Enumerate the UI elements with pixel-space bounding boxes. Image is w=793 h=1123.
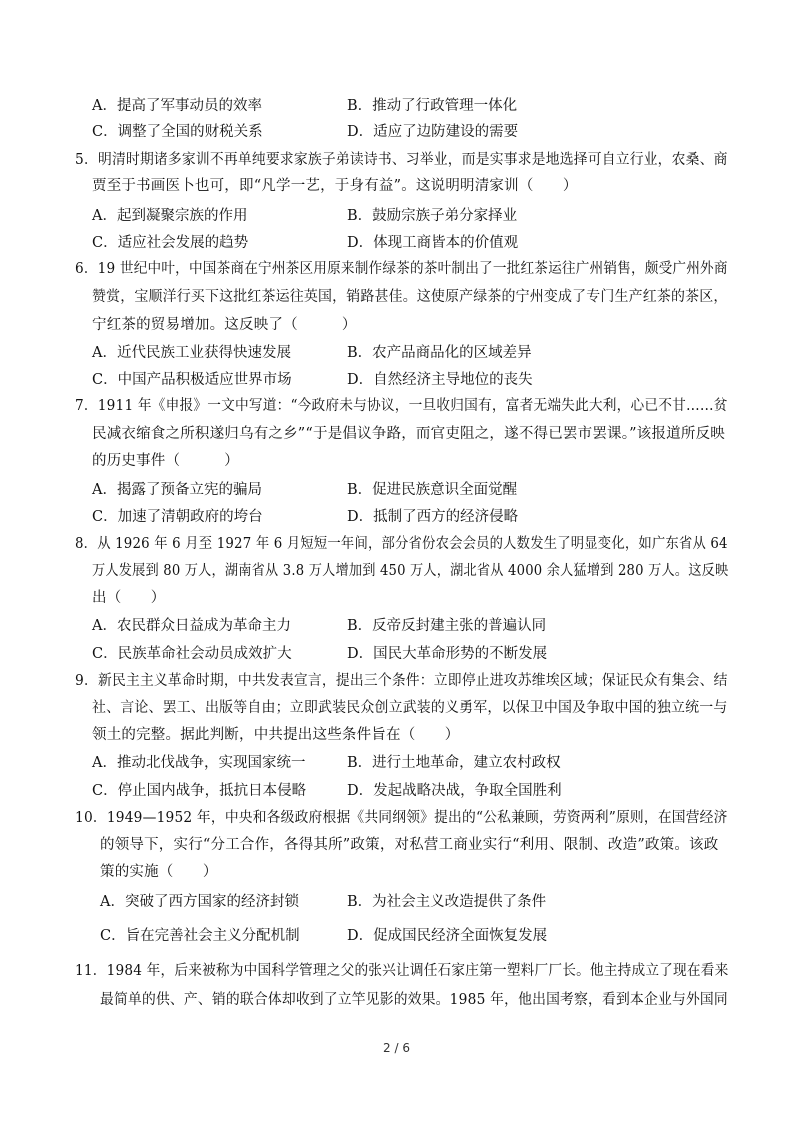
q10-stem-line-2: 的领导下，实行“分工合作，各得其所”政策，对私营工商业实行“利用、限制、改造”政策。该政 (100, 837, 719, 853)
q10-stem-line-3: 策的实施（ ） (100, 864, 218, 880)
q7-option-c: C．加速了清朝政府的垮台 (92, 509, 263, 525)
q8-option-c: C．民族革命社会动员成效扩大 (92, 646, 292, 662)
q6-option-c: C．中国产品积极适应世界市场 (92, 372, 292, 388)
q11-stem-line-1: 11．1984 年，后来被称为中国科学管理之父的张兴让调任石家庄第一塑料厂厂长。他主持成立了现在看来 (75, 963, 729, 979)
q6-option-d: D．自然经济主导地位的丧失 (347, 372, 533, 388)
q5-stem-line-2: 贾至于书画医卜也可，即“凡学一艺，于身有益”。这说明明清家训（ ） (92, 178, 578, 194)
q9-option-d: D．发起战略决战，争取全国胜利 (347, 783, 562, 799)
q5-option-d: D．体现工商皆本的价值观 (347, 235, 519, 251)
q7-stem-line-3: 的历史事件（ ） (92, 453, 239, 469)
q10-option-b: B．为社会主义改造提供了条件 (347, 894, 547, 910)
q9-option-a: A．推动北伐战争，实现国家统一 (92, 755, 306, 771)
q8-stem-line-1: 8．从 1926 年 6 月至 1927 年 6 月短短一年间，部分省份农会会员的人数发生了明显变化，如广东省从 64 (75, 536, 728, 552)
q5-option-c: C．适应社会发展的趋势 (92, 235, 249, 251)
q6-option-b: B．农产品商品化的区域差异 (347, 345, 532, 361)
q8-stem-line-2: 万人发展到 80 万人，湖南省从 3.8 万人增加到 450 万人，湖北省从 4000 余人猛增到 280 万人。这反映 (92, 563, 729, 579)
q7-option-a: A．揭露了预备立宪的骗局 (92, 482, 262, 498)
q8-option-d: D．国民大革命形势的不断发展 (347, 646, 548, 662)
q4-option-a: A．提高了军事动员的效率 (92, 98, 262, 114)
q6-stem-line-3: 宁红茶的贸易增加。这反映了（ ） (92, 317, 357, 333)
q7-stem-line-2: 民减衣缩食之所积遂归乌有之乡”“于是倡议争路，而官吏阻之，遂不得已罢市罢课。”该报道所反映 (92, 426, 725, 442)
q10-option-c: C．旨在完善社会主义分配机制 (100, 928, 300, 944)
q11-stem-line-2: 最简单的供、产、销的联合体却收到了立竿见影的效果。1985 年，他出国考察，看到本企业与外国同 (100, 992, 728, 1008)
q8-option-a: A．农民群众日益成为革命主力 (92, 618, 291, 634)
q5-option-b: B．鼓励宗族子弟分家择业 (347, 208, 518, 224)
q4-option-d: D．适应了边防建设的需要 (347, 124, 519, 140)
q9-stem-line-1: 9．新民主主义革命时期，中共发表宣言，提出三个条件：立即停止进攻苏维埃区域；保证民众有集会、结 (75, 673, 728, 689)
q6-stem-line-2: 赞赏，宝顺洋行买下这批红茶运往英国，销路甚佳。这使原产绿茶的宁州变成了专门生产红茶的茶区， (92, 289, 728, 305)
q7-stem-line-1: 7．1911 年《申报》一文中写道：“今政府未与协议，一旦收归国有，富者无端失此大利，心已不甘……贫 (75, 398, 728, 414)
q10-option-a: A．突破了西方国家的经济封锁 (100, 894, 299, 910)
q8-option-b: B．反帝反封建主张的普遍认同 (347, 618, 547, 634)
q7-option-d: D．抵制了西方的经济侵略 (347, 509, 519, 525)
q5-stem-line-1: 5．明清时期诸多家训不再单纯要求家族子弟读诗书、习举业，而是实事求是地选择可自立行业，农桑、商 (75, 152, 728, 168)
q7-option-b: B．促进民族意识全面觉醒 (347, 482, 518, 498)
q5-option-a: A．起到凝聚宗族的作用 (92, 208, 248, 224)
q10-option-d: D．促成国民经济全面恢复发展 (347, 928, 548, 944)
q9-stem-line-3: 领土的完整。据此判断，中共提出这些条件旨在（ ） (92, 727, 460, 743)
q6-option-a: A．近代民族工业获得快速发展 (92, 345, 291, 361)
q9-stem-line-2: 社、言论、罢工、出版等自由；立即武装民众创立武装的义勇军，以保卫中国及争取中国的独立统一与 (92, 700, 728, 716)
page-number: 2 / 6 (383, 1041, 410, 1055)
q8-stem-line-3: 出（ ） (92, 590, 166, 606)
q4-option-c: C．调整了全国的财税关系 (92, 124, 263, 140)
q9-option-c: C．停止国内战争，抵抗日本侵略 (92, 783, 307, 799)
q6-stem-line-1: 6．19 世纪中叶，中国茶商在宁州茶区用原来制作绿茶的茶叶制出了一批红茶运往广州销售，颇受广州外商 (75, 261, 728, 277)
q9-option-b: B．进行土地革命，建立农村政权 (347, 755, 561, 771)
q4-option-b: B．推动了行政管理一体化 (347, 98, 518, 114)
q10-stem-line-1: 10．1949—1952 年，中央和各级政府根据《共同纲领》提出的“公私兼顾，劳资两利”原则，在国营经济 (75, 810, 728, 826)
